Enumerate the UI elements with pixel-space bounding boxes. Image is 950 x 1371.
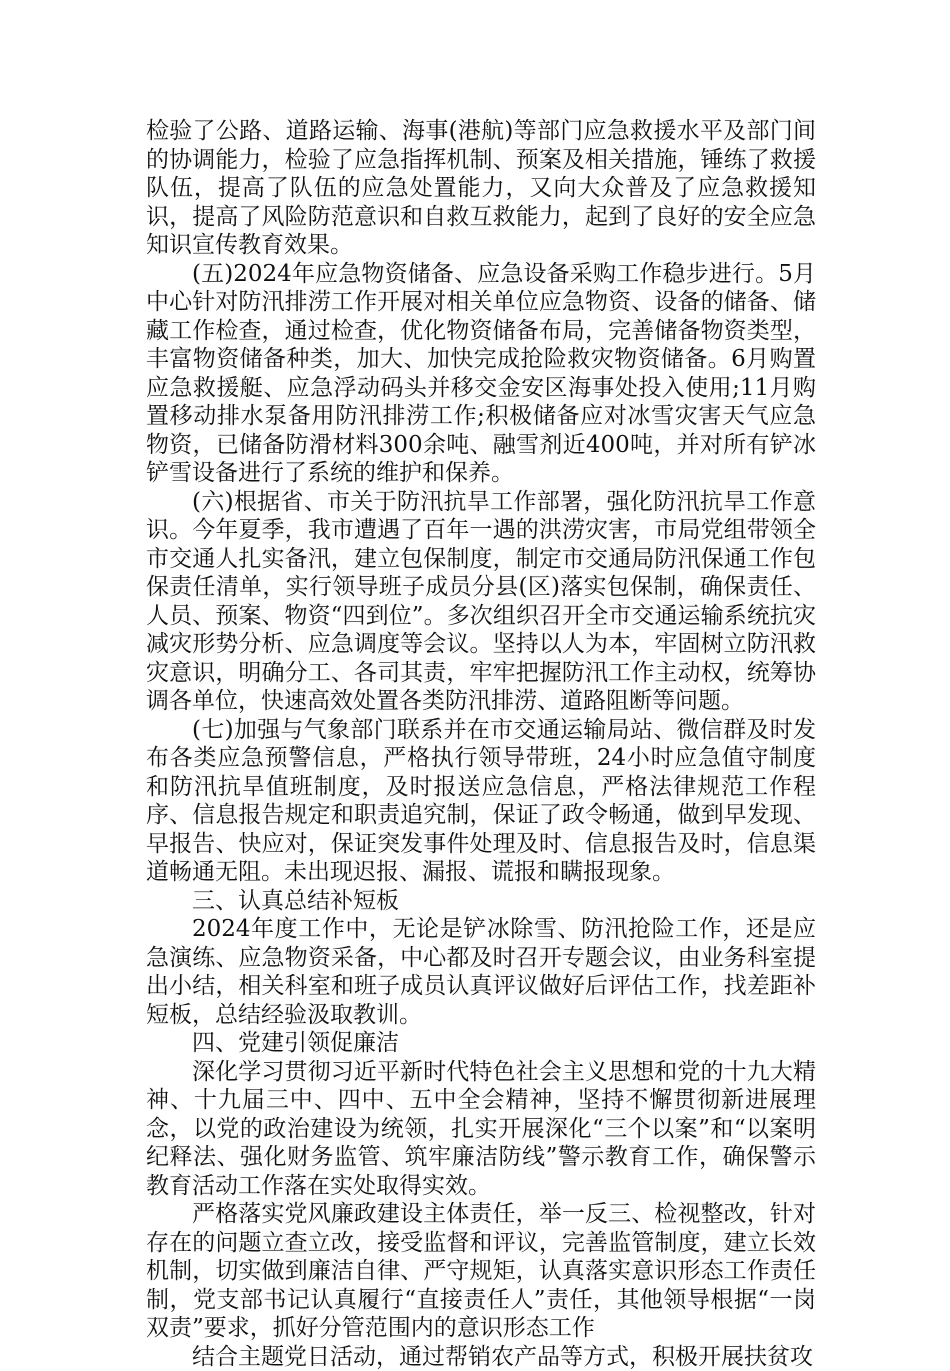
paragraph-section-5: (五)2024年应急物资储备、应急设备采购工作稳步进行。5月中心针对防汛排涝工作开展对相关单位应急物资、设备的储备、储藏工作检查，通过检查，优化物资储备布局，完善储备物资类型，丰富物资储备种类，加大、加快完成抢险救灾物资储备。6月购置应急救援艇、应急浮动码头并移交金安区海事处投入使用;11月购置移动排水泵备用防汛排涝工作;积极储备应对冰雪灾害天气应急物资，已储备防滑材料300余吨、融雪剂近400吨，并对所有铲冰铲雪设备进行了系统的维护和保养。 [146,260,816,488]
heading-party-building: 四、党建引领促廉洁 [146,1029,816,1058]
paragraph-party-study: 深化学习贯彻习近平新时代特色社会主义思想和党的十九大精神、十九届三中、四中、五中全会精神，坚持不懈贯彻新进展理念，以党的政治建设为统领，扎实开展深化“三个以案”和“以案明纪释法、强化财务监管、筑牢廉洁防线”警示教育工作，确保警示教育活动工作落在实处取得实效。 [146,1058,816,1201]
paragraph-section-7: (七)加强与气象部门联系并在市交通运输局站、微信群及时发布各类应急预警信息，严格执行领导带班，24小时应急值守制度和防汛抗旱值班制度，及时报送应急信息，严格法律规范工作程序、信息报告规定和职责追究制，保证了政令畅通，做到早发现、早报告、快应对，保证突发事件处理及时、信息报告及时，信息渠道畅通无阻。未出现迟报、漏报、谎报和瞒报现象。 [146,716,816,887]
paragraph-party-responsibility: 严格落实党风廉政建设主体责任，举一反三、检视整改，针对存在的问题立查立改，接受监督和评议，完善监管制度，建立长效机制，切实做到廉洁自律、严守规矩，认真落实意识形态工作责任制，党支部书记认真履行“直接责任人”责任，其他领导根据“一岗双责”要求，抓好分管范围内的意识形态工作 [146,1200,816,1343]
paragraph-section-6: (六)根据省、市关于防汛抗旱工作部署，强化防汛抗旱工作意识。今年夏季，我市遭遇了百年一遇的洪涝灾害，市局党组带领全市交通人扎实备汛，建立包保制度，制定市交通局防汛保通工作包保责任清单，实行领导班子成员分县(区)落实包保制，确保责任、人员、预案、物资“四到位”。多次组织召开全市交通运输系统抗灾减灾形势分析、应急调度等会议。坚持以人为本，牢固树立防汛救灾意识，明确分工、各司其责，牢牢把握防汛工作主动权，统筹协调各单位，快速高效处置各类防汛排涝、道路阻断等问题。 [146,488,816,716]
document-body [146,117,816,1371]
paragraph-continuation: 检验了公路、道路运输、海事(港航)等部门应急救援水平及部门间的协调能力，检验了应急指挥机制、预案及相关措施，锤练了救援队伍，提高了队伍的应急处置能力，又向大众普及了应急救援知识，提高了风险防范意识和自救互救能力，起到了良好的安全应急知识宣传教育效果。 [146,117,816,260]
paragraph-party-activity: 结合主题党日活动，通过帮销农产品等方式，积极开展扶贫攻 [146,1343,816,1371]
paragraph-summary: 2024年度工作中，无论是铲冰除雪、防汛抢险工作，还是应急演练、应急物资采备，中心都及时召开专题会议，由业务科室提出小结，相关科室和班子成员认真评议做好后评估工作，找差距补短板，总结经验汲取教训。 [146,915,816,1029]
heading-summary: 三、认真总结补短板 [146,887,816,916]
